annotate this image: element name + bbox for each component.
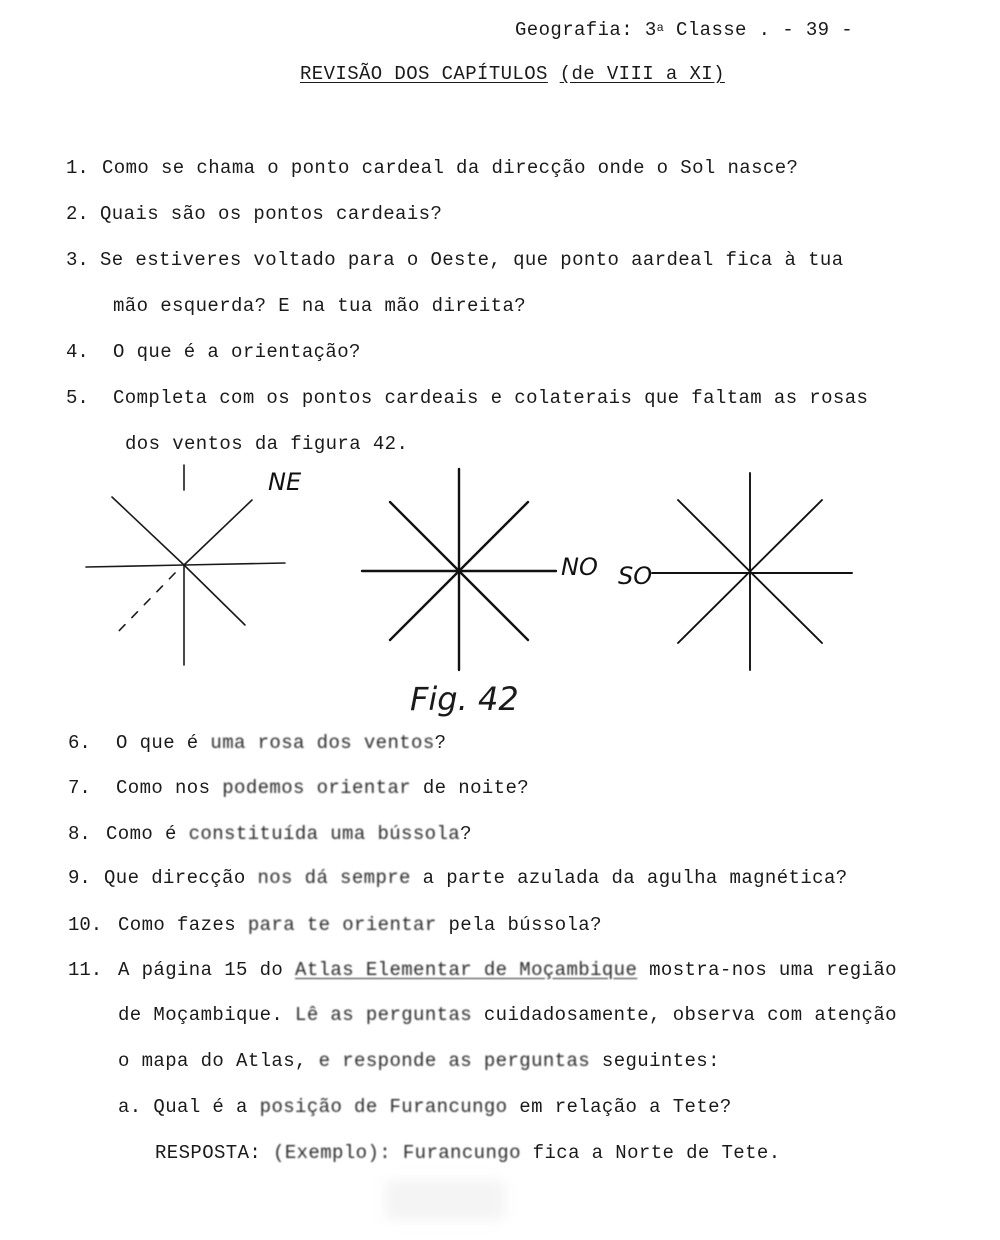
question-7-text: Como nos podemos orientar de noite? (116, 777, 530, 799)
question-8-text: Como é constituída uma bússola? (106, 823, 472, 845)
question-9-text: Que direcção nos dá sempre a parte azulada da agulha magnética? (104, 867, 848, 889)
question-5-line1: Completa com os pontos cardeais e colaterais que faltam as rosas (113, 387, 869, 409)
page-header: Geografia: 3$^a$ Classe . - 39 - (515, 19, 854, 41)
rose3-label-so: SO (618, 562, 653, 590)
question-number-11: 11. (68, 959, 103, 981)
rose1-southeast-line (184, 565, 245, 625)
page-title: REVISÃO DOS CAPÍTULOS (de VIII a XI) (300, 63, 725, 85)
question-5-line2: dos ventos da figura 42. (125, 433, 409, 455)
question-11a: a. Qual é a posição de Furancungo em relação a Tete? (118, 1096, 732, 1118)
question-1-text: Como se chama o ponto cardeal da direcção onde o Sol nasce? (102, 157, 799, 179)
question-3-line1: Se estiveres voltado para o Oeste, que ponto aardeal fica à tua (100, 249, 844, 271)
question-number-7: 7. (68, 777, 91, 799)
rose1-east-line (184, 563, 285, 565)
compass-rose-3 (652, 473, 852, 670)
rose1-label-ne: NE (268, 468, 302, 496)
question-10-text: Como fazes para te orientar pela bússola? (118, 914, 602, 936)
question-number-6: 6. (68, 732, 91, 754)
rose1-west-line (86, 565, 184, 567)
question-number-3: 3. (66, 249, 89, 271)
question-11-line3: o mapa do Atlas, e responde as perguntas seguintes: (118, 1050, 720, 1072)
question-number-5: 5. (66, 387, 89, 409)
question-11-line1: A página 15 do Atlas Elementar de Moçambique mostra-nos uma região (118, 959, 897, 981)
question-2-text: Quais são os pontos cardeais? (100, 203, 443, 225)
figure-42-compass-roses (0, 455, 1000, 685)
figure-caption: Fig. 42 (410, 680, 519, 718)
answer-example: RESPOSTA: (Exemplo): Furancungo fica a Norte de Tete. (155, 1142, 781, 1164)
question-number-10: 10. (68, 914, 103, 936)
rose1-northwest-line (112, 497, 184, 565)
question-3-line2: mão esquerda? E na tua mão direita? (113, 295, 527, 317)
rose1-northeast-line (184, 500, 252, 565)
rose2-label-no: NO (561, 553, 598, 581)
question-number-2: 2. (66, 203, 89, 225)
question-number-9: 9. (68, 867, 91, 889)
question-4-text: O que é a orientação? (113, 341, 361, 363)
compass-rose-2 (362, 469, 556, 670)
scan-smudge (385, 1180, 505, 1220)
question-number-8: 8. (68, 823, 91, 845)
compass-rose-1 (86, 465, 285, 665)
rose1-southwest-line (115, 573, 175, 635)
question-number-1: 1. (66, 157, 89, 179)
question-11-line2: de Moçambique. Lê as perguntas cuidadosamente, observa com atenção (118, 1004, 897, 1026)
question-number-4: 4. (66, 341, 89, 363)
question-6-text: O que é uma rosa dos ventos? (116, 732, 447, 754)
